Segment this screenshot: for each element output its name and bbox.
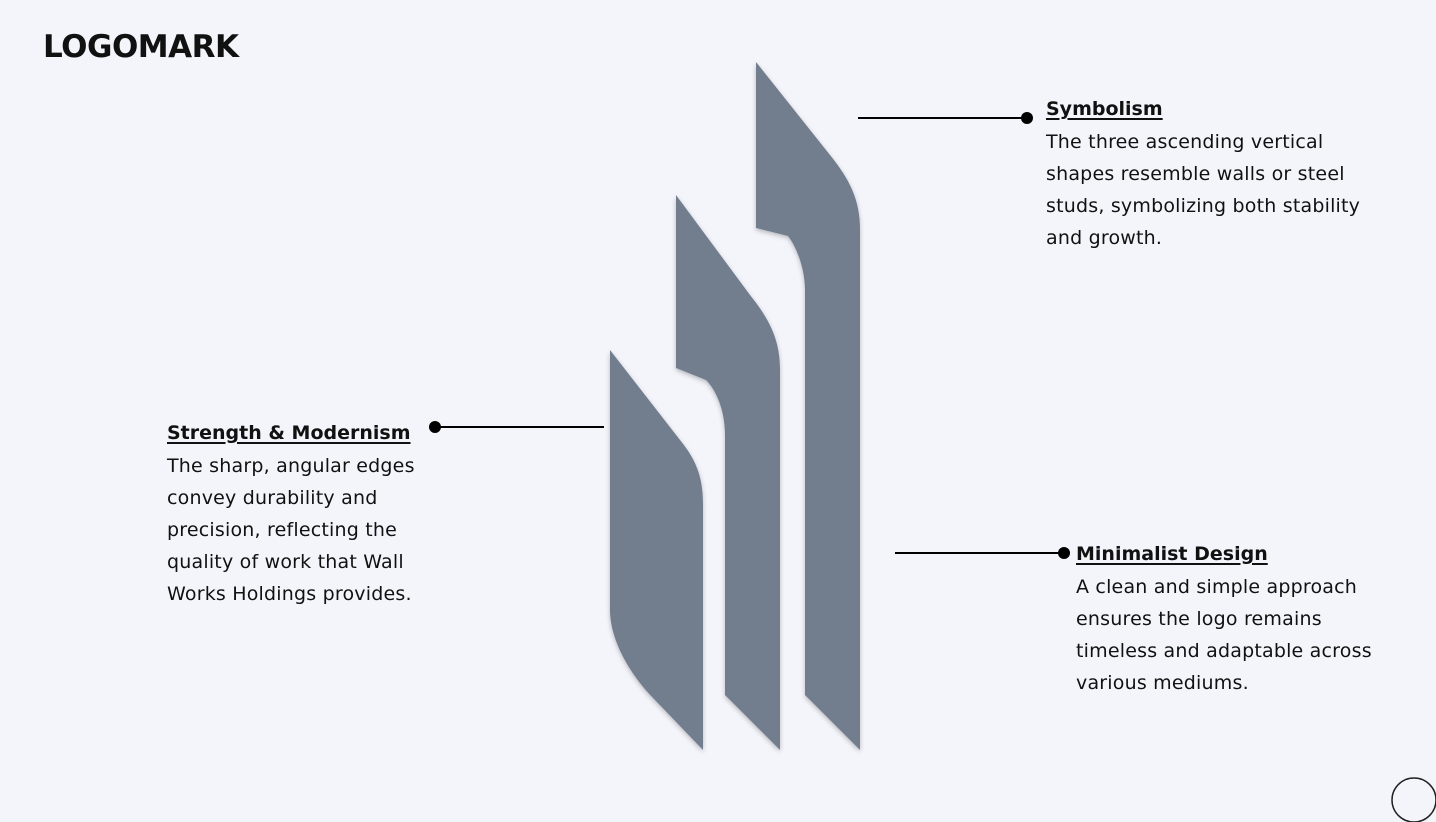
logomark-bar-short bbox=[610, 350, 703, 750]
symbolism-connector bbox=[858, 117, 1026, 119]
minimalist-body: A clean and simple approach ensures the logo remains timeless and adaptable across various mediums. bbox=[1076, 576, 1372, 694]
strength-callout bbox=[167, 419, 457, 610]
minimalist-dot bbox=[1058, 547, 1070, 559]
symbolism-body: The three ascending vertical shapes resemble walls or steel studs, symbolizing both stability and growth. bbox=[1046, 131, 1361, 249]
strength-connector bbox=[435, 426, 604, 428]
minimalist-connector bbox=[895, 552, 1065, 554]
page-title: LOGOMARK bbox=[43, 29, 239, 65]
logomark bbox=[590, 50, 890, 770]
wall-stud-logomark-icon bbox=[590, 50, 890, 770]
corner-decoration-icon bbox=[1386, 772, 1436, 822]
minimalist-callout bbox=[1076, 540, 1376, 699]
symbolism-heading: Symbolism bbox=[1046, 98, 1163, 120]
strength-body: The sharp, angular edges convey durability and precision, reflecting the quality of work that Wall Works Holdings provides. bbox=[167, 455, 415, 605]
strength-heading: Strength & Modernism bbox=[167, 422, 411, 444]
symbolism-dot bbox=[1021, 112, 1033, 124]
symbolism-callout bbox=[1046, 95, 1376, 254]
minimalist-heading: Minimalist Design bbox=[1076, 543, 1268, 565]
